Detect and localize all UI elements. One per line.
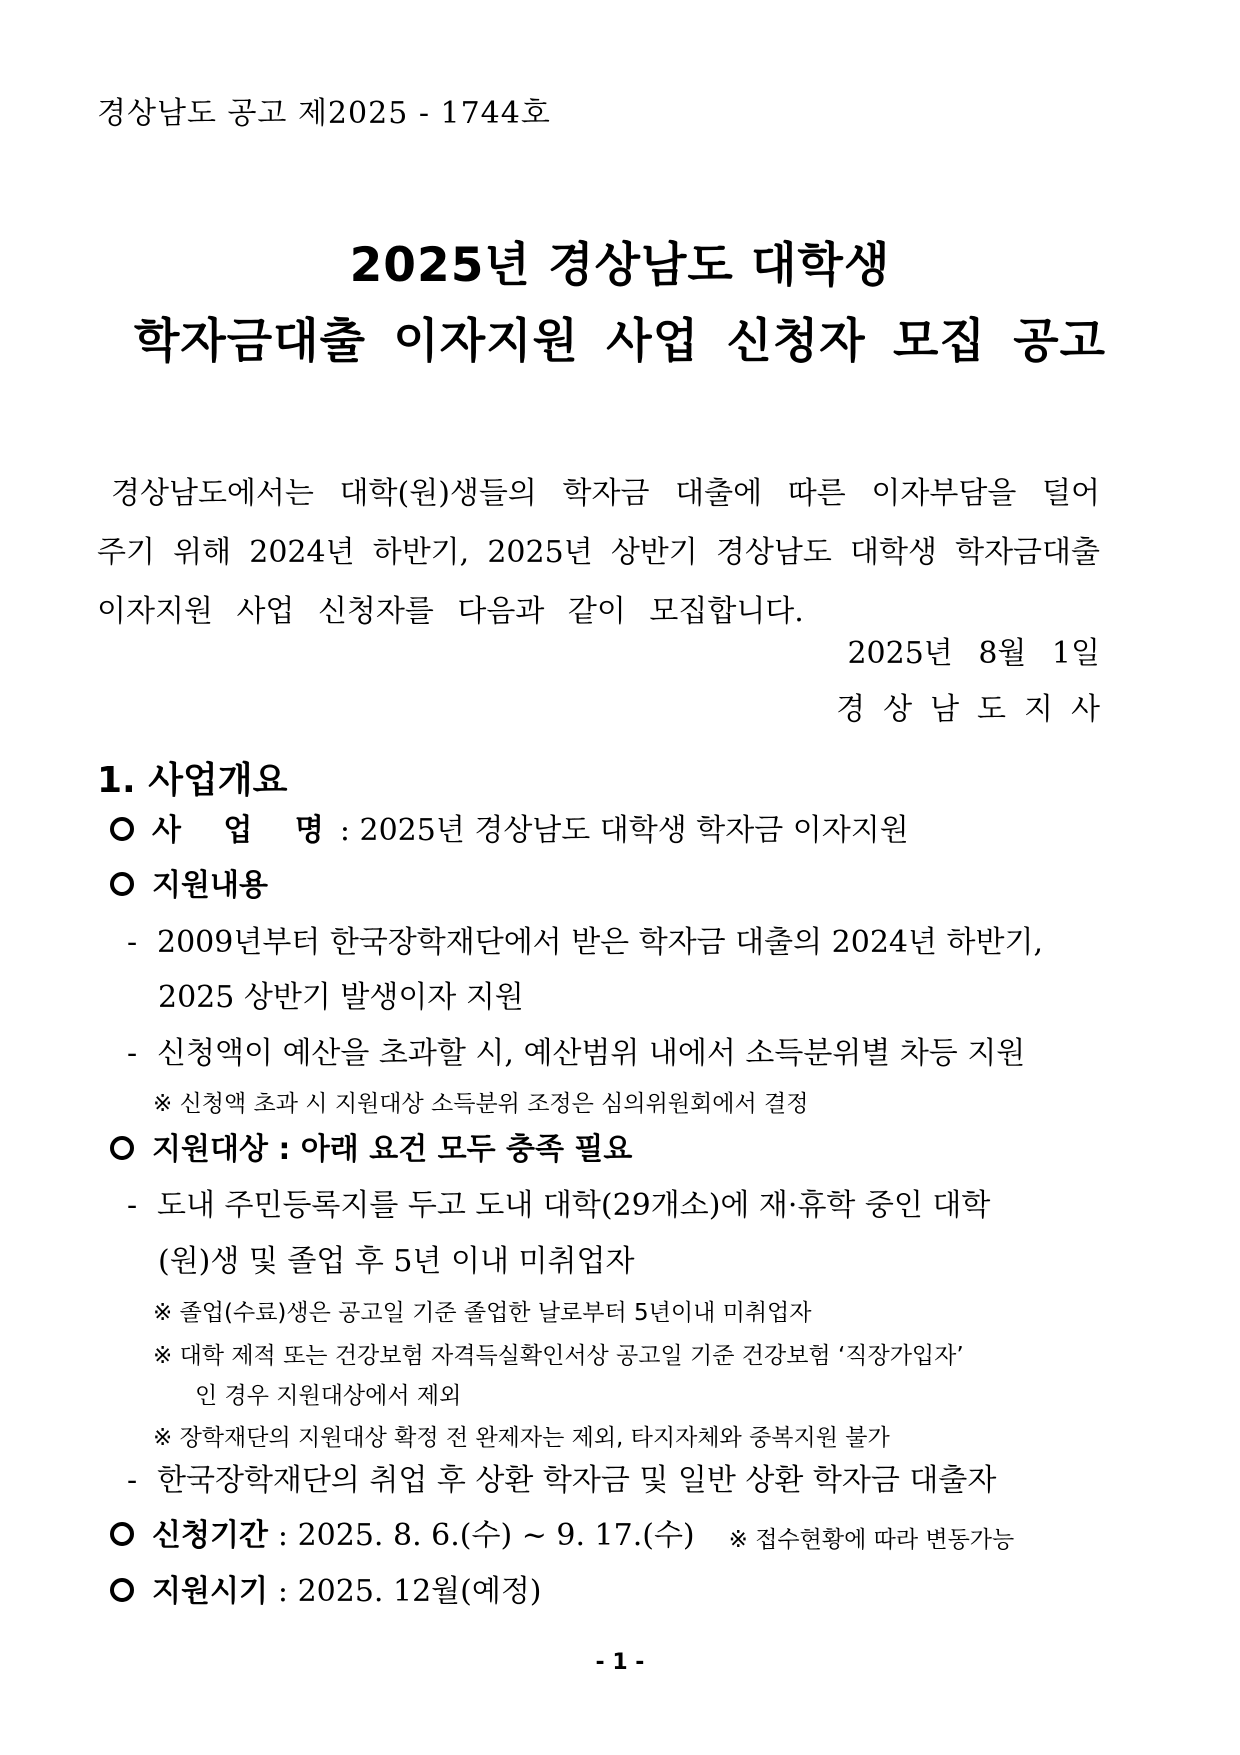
circle-bullet-icon [110,1578,134,1602]
announcement-date: 2025년 8월 1일 [847,636,1100,671]
project-name-item [110,805,909,849]
support-content-item [110,860,268,904]
circle-bullet-icon [110,817,134,841]
document-title-line1: 2025년 경상남도 대학생 [349,238,891,293]
support-timing-item [110,1566,542,1610]
eligibility-item2: 한국장학재단의 취업 후 상환 학자금 및 일반 상환 학자금 대출자 [157,1463,997,1498]
support-content-dash-item-2: - 신청액이 예산을 초과할 시, 예산범위 내에서 소득분위별 차등 지원 [127,1036,1026,1071]
application-period-item [110,1510,1014,1554]
support-content-label: 지원내용 [152,868,268,903]
support-content-item2: 신청액이 예산을 초과할 시, 예산범위 내에서 소득분위별 차등 지원 [157,1036,1026,1071]
project-name-label: 사 업 명 [152,813,340,848]
intro-line3: 이자지원 사업 신청자를 다음과 같이 모집합니다. [97,594,804,629]
eligibility-dash-item-1: - 도내 주민등록지를 두고 도내 대학(29개소)에 재·휴학 중인 대학 [127,1188,991,1223]
support-content-item1-line2: 2025 상반기 발생이자 지원 [158,980,524,1015]
application-period-value: : 2025. 8. 6.(수) ~ 9. 17.(수) [277,1518,695,1553]
eligibility-note-1: ※ 졸업(수료)생은 공고일 기준 졸업한 날로부터 5년이내 미취업자 [153,1300,812,1326]
eligibility-note-2-line2: 인 경우 지원대상에서 제외 [195,1383,462,1409]
support-content-note: ※ 신청액 초과 시 지원대상 소득분위 조정은 심의위원회에서 결정 [153,1091,809,1117]
eligibility-item [110,1124,632,1168]
issuer-signature: 경상남도지사 [836,692,1118,727]
support-content-item1-line1: 2009년부터 한국장학재단에서 받은 학자금 대출의 2024년 하반기, [157,925,1043,960]
eligibility-note-2-line1: ※ 대학 제적 또는 건강보험 자격득실확인서상 공고일 기준 건강보험 ‘직장가입자’ [153,1343,964,1369]
support-timing-value: : 2025. 12월(예정) [277,1574,542,1609]
page-number: - 1 - [595,1650,645,1675]
circle-bullet-icon [110,1136,134,1160]
application-period-label: 신청기간 [152,1518,268,1553]
support-content-dash-item-1: - 2009년부터 한국장학재단에서 받은 학자금 대출의 2024년 하반기, [127,925,1043,960]
intro-line1: 경상남도에서는 대학(원)생들의 학자금 대출에 따른 이자부담을 덜어 [111,476,1100,511]
application-period-note: ※ 접수현황에 따라 변동가능 [728,1526,1015,1553]
document-title-line2: 학자금대출 이자지원 사업 신청자 모집 공고 [133,314,1107,369]
eligibility-note-3: ※ 장학재단의 지원대상 확정 전 완제자는 제외, 타지자체와 중복지원 불가 [153,1425,890,1451]
eligibility-dash-item-2: - 한국장학재단의 취업 후 상환 학자금 및 일반 상환 학자금 대출자 [127,1463,997,1498]
eligibility-item1-line2: (원)생 및 졸업 후 5년 이내 미취업자 [158,1244,635,1279]
section-heading: 1. 사업개요 [97,760,288,801]
circle-bullet-icon [110,1522,134,1546]
circle-bullet-icon [110,872,134,896]
eligibility-label: 지원대상 : 아래 요건 모두 충족 필요 [152,1132,633,1167]
intro-line2: 주기 위해 2024년 하반기, 2025년 상반기 경상남도 대학생 학자금대출 [97,535,1100,570]
project-name-value: : 2025년 경상남도 대학생 학자금 이자지원 [339,813,909,848]
support-timing-label: 지원시기 [152,1574,268,1609]
notice-number: 경상남도 공고 제2025 - 1744호 [97,96,551,131]
eligibility-item1-line1: 도내 주민등록지를 두고 도내 대학(29개소)에 재·휴학 중인 대학 [157,1188,991,1223]
